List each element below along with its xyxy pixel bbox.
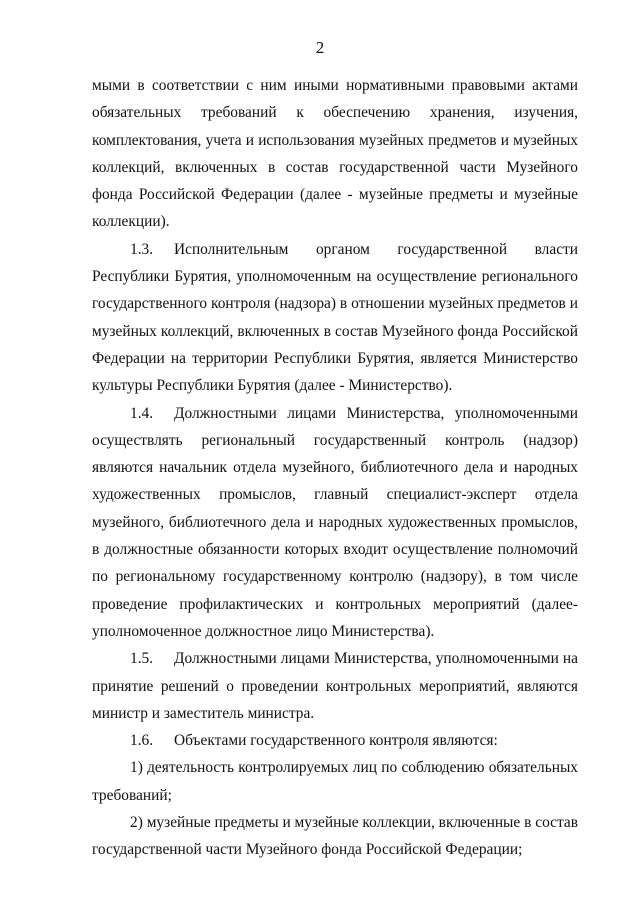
paragraph-1-6 <box>92 727 578 754</box>
paragraph-1-5 <box>92 645 578 727</box>
paragraph-number: 1.3. <box>130 240 154 258</box>
page-number: 2 <box>315 38 325 57</box>
paragraph-continuation <box>92 72 578 236</box>
paragraph-number: 1.6. <box>130 732 154 750</box>
paragraph-number: 1.5. <box>130 650 154 668</box>
document-body <box>92 72 578 864</box>
paragraph-1-4 <box>92 400 578 646</box>
paragraph-text: мыми в соответствии с ним иными нормативными правовыми актами обязательных требований к обеспечению хранения, изучения, комплектования, учета и использования музейных предметов и музейных коллекций, включенных в состав государственной части Музейного фонда Российской Федерации (далее - музейные предметы и музейные коллекции). <box>92 77 578 231</box>
paragraph-1-3 <box>92 236 578 400</box>
paragraph-text: 1) деятельность контролируемых лиц по соблюдению обязательных требований; <box>92 759 578 804</box>
paragraph-text: 2) музейные предметы и музейные коллекции, включенные в состав государственной части Музейного фонда Российской Федерации; <box>92 814 578 859</box>
paragraph-text: Объектами государственного контроля являются: <box>174 732 498 750</box>
paragraph-text: Должностными лицами Министерства, уполномоченными осуществлять региональный государственный контроль (надзор) являются начальник отдела музейного, библиотечного дела и народных художественных промыслов, главный специалист-эксперт отдела музейного, библиотечного дела и народных художественных промыслов, в должностные обязанности которых входит осуществление полномочий по региональному государственному контролю (надзору), в том числе проведение профилактических и контрольных мероприятий (далее-уполномоченное должностное лицо Министерства). <box>92 404 578 640</box>
list-item-2 <box>92 809 578 864</box>
paragraph-number: 1.4. <box>130 404 154 422</box>
list-item-1 <box>92 754 578 809</box>
paragraph-text: Должностными лицами Министерства, уполномоченными на принятие решений о проведении контрольных мероприятий, являются министр и заместитель министра. <box>92 650 578 722</box>
paragraph-text: Исполнительным органом государственной власти Республики Бурятия, уполномоченным на осуществление регионального государственного контроля (надзора) в отношении музейных предметов и музейных коллекций, включенных в состав Музейного фонда Российской Федерации на территории Республики Бурятия, является Министерство культуры Республики Бурятия (далее - Министерство). <box>92 240 578 395</box>
